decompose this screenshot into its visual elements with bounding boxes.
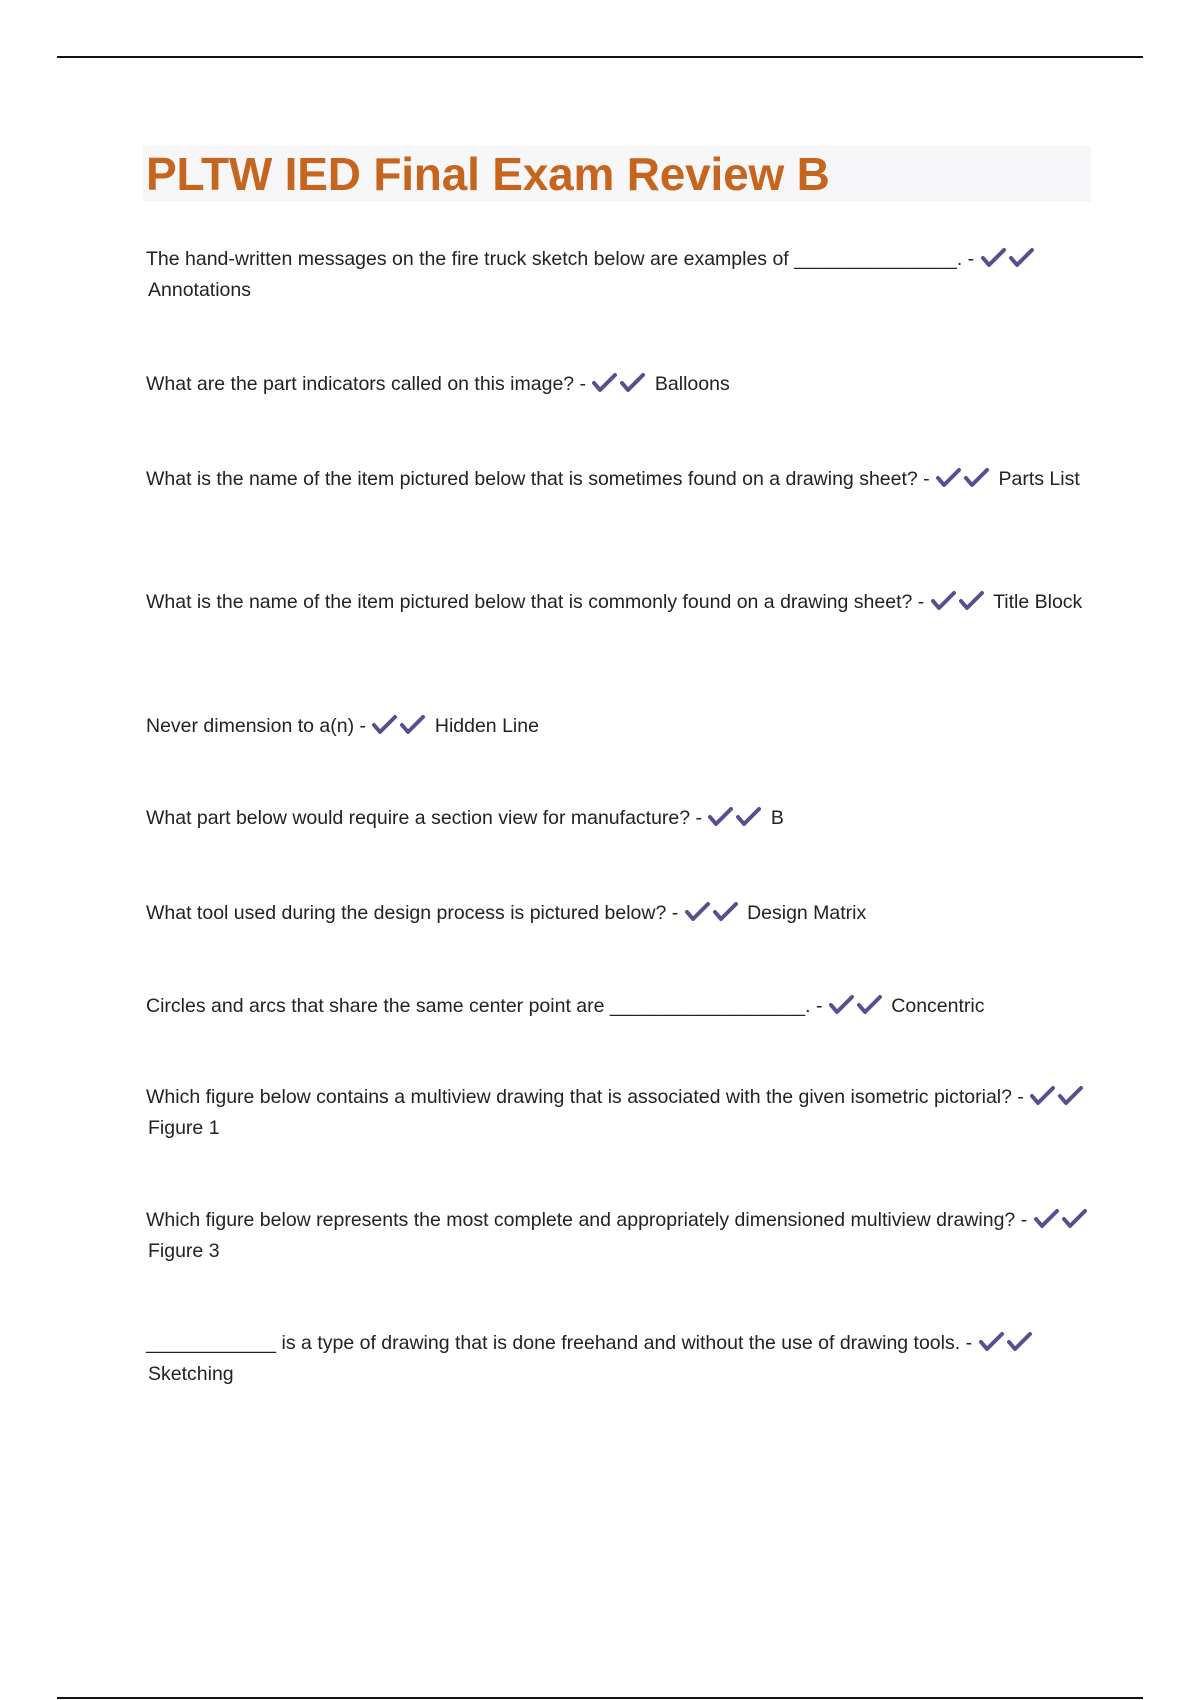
answer-text: Annotations [148, 279, 251, 301]
check-icon [828, 994, 856, 1016]
page-title: PLTW IED Final Exam Review B [146, 148, 830, 200]
check-marks [978, 1332, 1034, 1354]
qa-item [146, 1082, 1096, 1144]
answer-text: Parts List [998, 468, 1080, 490]
qa-item [146, 464, 1096, 495]
question-text: What part below would require a section view for manufacture? - [146, 807, 703, 829]
check-icon [371, 714, 399, 736]
check-icon [684, 901, 712, 923]
question-text: Which figure below contains a multiview drawing that is associated with the given isometric pictorial? - [146, 1086, 1024, 1108]
check-marks [935, 468, 991, 490]
check-icon [1008, 247, 1036, 269]
check-icon [1029, 1085, 1057, 1107]
check-icon [935, 467, 963, 489]
check-marks [371, 715, 427, 737]
check-icon [1033, 1208, 1061, 1230]
check-icon [963, 467, 991, 489]
check-marks [828, 995, 884, 1017]
question-text: Which figure below represents the most complete and appropriately dimensioned multiview drawing? - [146, 1209, 1028, 1231]
answer-text: Design Matrix [747, 902, 867, 924]
check-icon [619, 372, 647, 394]
qa-item [146, 244, 1096, 306]
top-rule [57, 56, 1143, 58]
check-marks [1029, 1086, 1085, 1108]
check-icon [1006, 1331, 1034, 1353]
check-marks [980, 248, 1036, 270]
check-icon [958, 590, 986, 612]
answer-text: B [770, 807, 784, 829]
check-marks [707, 807, 763, 829]
check-marks [930, 591, 986, 613]
qa-item [146, 1205, 1096, 1267]
answer-text: Title Block [993, 591, 1083, 613]
check-icon [978, 1331, 1006, 1353]
answer-text: Sketching [148, 1363, 234, 1385]
check-marks [1033, 1209, 1089, 1231]
question-text: What are the part indicators called on this image? - [146, 373, 587, 395]
answer-text: Figure 3 [148, 1240, 220, 1262]
check-icon [735, 806, 763, 828]
question-text: Never dimension to a(n) - [146, 715, 367, 737]
check-icon [930, 590, 958, 612]
answer-text: Figure 1 [148, 1117, 220, 1139]
check-icon [399, 714, 427, 736]
question-text: What is the name of the item pictured below that is commonly found on a drawing sheet? - [146, 591, 925, 613]
check-marks [684, 902, 740, 924]
qa-item [146, 587, 1096, 618]
question-text: Circles and arcs that share the same center point are __________________. - [146, 995, 823, 1017]
check-icon [856, 994, 884, 1016]
check-icon [591, 372, 619, 394]
check-marks [591, 373, 647, 395]
qa-item [146, 991, 1096, 1022]
question-text: The hand-written messages on the fire truck sketch below are examples of _______________. - [146, 248, 975, 270]
answer-text: Concentric [891, 995, 985, 1017]
check-icon [1061, 1208, 1089, 1230]
qa-item [146, 711, 1096, 742]
check-icon [980, 247, 1008, 269]
qa-item [146, 898, 1096, 929]
question-text: What tool used during the design process is pictured below? - [146, 902, 679, 924]
check-icon [712, 901, 740, 923]
bottom-rule [57, 1697, 1143, 1699]
answer-text: Balloons [654, 373, 730, 395]
answer-text: Hidden Line [434, 715, 539, 737]
qa-item [146, 369, 1096, 400]
question-text: What is the name of the item pictured below that is sometimes found on a drawing sheet? - [146, 468, 930, 490]
qa-item [146, 1328, 1096, 1390]
check-icon [1057, 1085, 1085, 1107]
question-text: ____________ is a type of drawing that is done freehand and without the use of drawing tools. - [146, 1332, 973, 1354]
qa-item [146, 803, 1096, 834]
check-icon [707, 806, 735, 828]
